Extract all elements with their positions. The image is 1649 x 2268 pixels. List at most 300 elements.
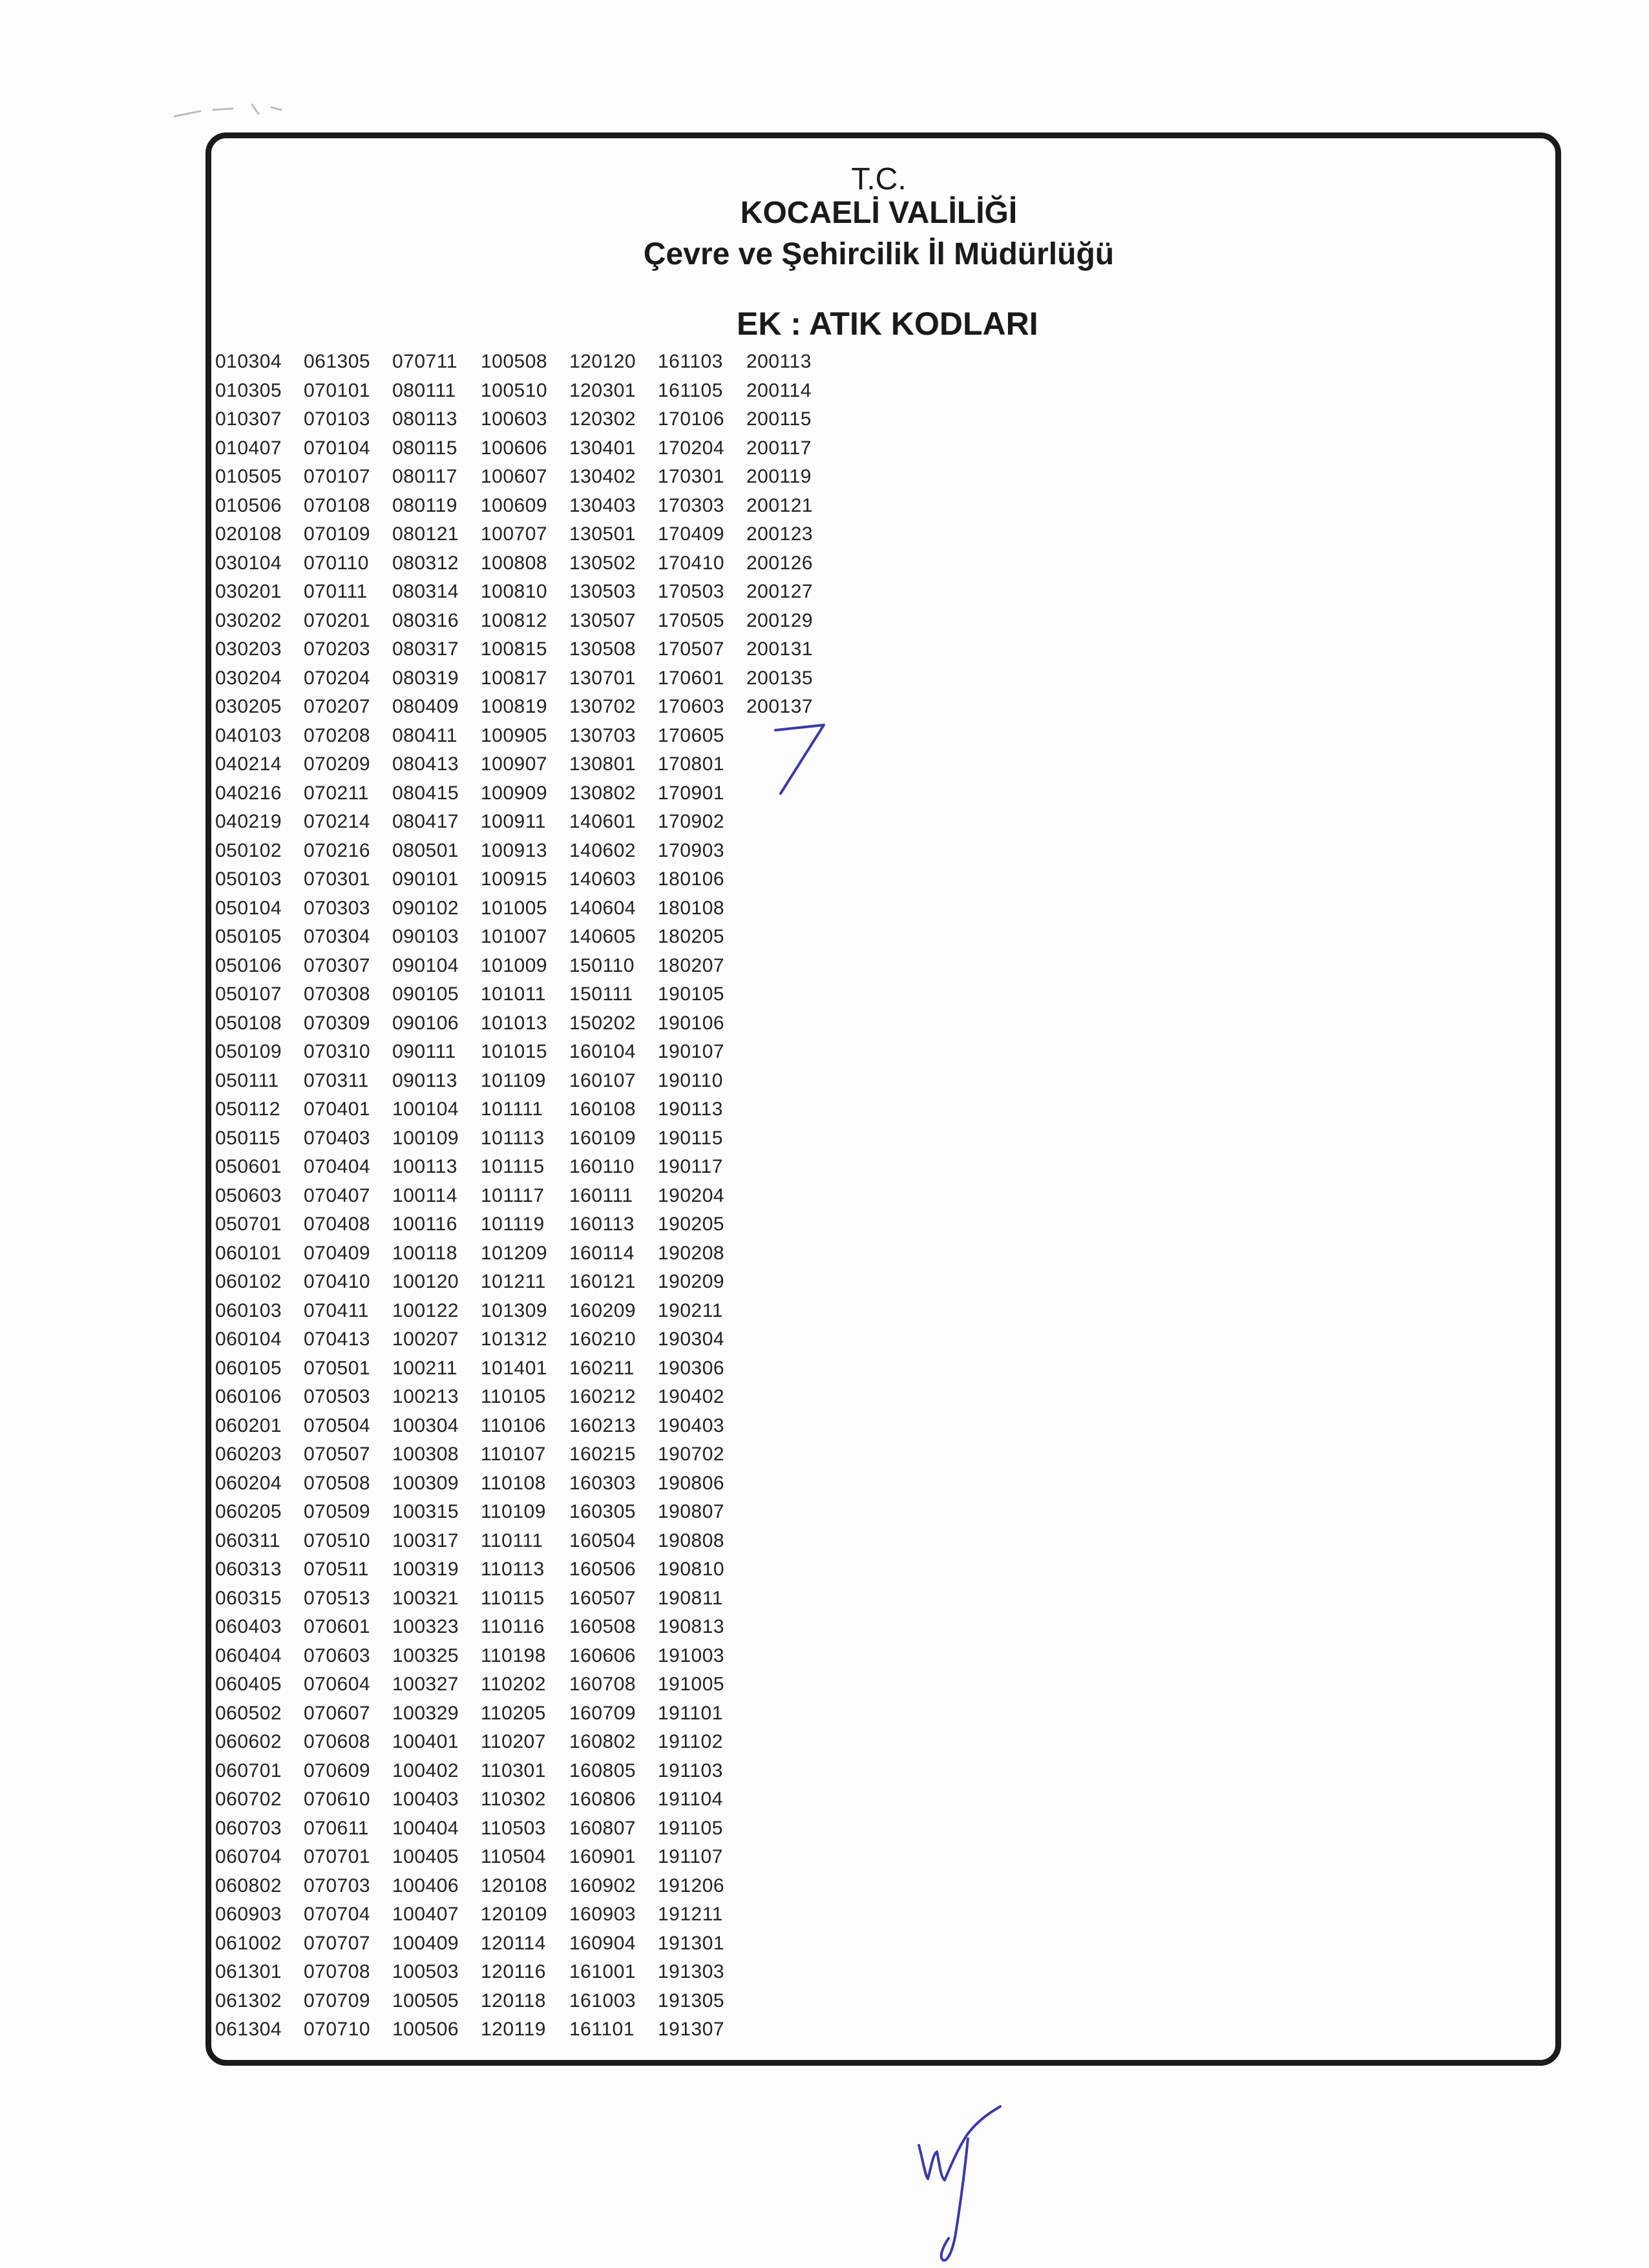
waste-code: 060203 [215, 1444, 282, 1465]
waste-code: 190211 [658, 1299, 723, 1321]
waste-code: 080319 [392, 667, 459, 689]
waste-code: 190208 [658, 1242, 725, 1264]
waste-code: 200113 [746, 351, 812, 372]
waste-code: 160209 [569, 1299, 636, 1321]
waste-code: 070214 [304, 811, 371, 832]
waste-code: 190811 [658, 1587, 723, 1609]
waste-code: 100304 [392, 1414, 459, 1436]
waste-code: 050102 [215, 839, 282, 861]
waste-code: 200117 [746, 437, 812, 459]
waste-code: 190209 [658, 1271, 725, 1292]
waste-code: 110116 [481, 1616, 545, 1637]
waste-code: 110108 [481, 1472, 546, 1494]
waste-code: 100104 [392, 1098, 459, 1120]
waste-code: 070108 [304, 494, 371, 516]
waste-code: 100915 [481, 868, 548, 890]
waste-code: 070609 [304, 1759, 371, 1781]
waste-code: 170601 [658, 667, 725, 689]
waste-code: 120302 [569, 408, 636, 430]
waste-code: 100402 [392, 1759, 459, 1781]
waste-code: 170303 [658, 494, 725, 516]
waste-code: 101109 [481, 1069, 546, 1091]
waste-code: 200135 [746, 667, 814, 689]
waste-code: 191301 [658, 1932, 725, 1954]
waste-code: 070710 [304, 2019, 371, 2040]
waste-code: 060313 [215, 1559, 282, 1580]
waste-code: 070504 [304, 1414, 371, 1436]
waste-code: 160114 [569, 1242, 635, 1264]
waste-code: 160121 [569, 1271, 636, 1292]
waste-code: 191307 [658, 2019, 725, 2040]
waste-code: 191003 [658, 1644, 725, 1666]
waste-code: 080115 [392, 437, 457, 459]
waste-code: 061302 [215, 1990, 282, 2011]
waste-code: 070711 [392, 351, 457, 372]
waste-code: 101211 [481, 1271, 546, 1292]
waste-code: 080411 [392, 724, 457, 746]
waste-code: 100907 [481, 753, 548, 775]
waste-code: 200137 [746, 696, 814, 717]
waste-code: 060102 [215, 1271, 282, 1292]
waste-code: 130508 [569, 638, 636, 660]
waste-code: 200131 [746, 638, 814, 660]
waste-code: 191103 [658, 1759, 723, 1781]
waste-code: 060311 [215, 1529, 280, 1551]
waste-code: 050108 [215, 1012, 282, 1034]
waste-code: 070611 [304, 1817, 369, 1839]
waste-code: 180108 [658, 897, 725, 919]
waste-code: 110115 [481, 1587, 545, 1609]
waste-code: 101007 [481, 926, 548, 947]
waste-code: 070703 [304, 1874, 371, 1896]
waste-code: 070204 [304, 667, 371, 689]
waste-code: 110109 [481, 1501, 546, 1522]
waste-code: 061305 [304, 351, 371, 372]
waste-code: 180205 [658, 926, 725, 947]
waste-code: 070508 [304, 1472, 371, 1494]
waste-code: 170801 [658, 753, 725, 775]
waste-code: 190808 [658, 1529, 725, 1551]
waste-code: 180106 [658, 868, 725, 890]
waste-code: 060404 [215, 1644, 282, 1666]
waste-code: 100812 [481, 609, 548, 631]
waste-code: 070501 [304, 1357, 371, 1379]
waste-code: 120116 [481, 1961, 546, 1982]
waste-code: 100909 [481, 782, 548, 804]
waste-code: 100309 [392, 1472, 459, 1494]
waste-code: 070610 [304, 1789, 371, 1810]
waste-code: 100404 [392, 1817, 459, 1839]
waste-code: 160305 [569, 1501, 636, 1522]
waste-code: 101011 [481, 983, 546, 1005]
waste-code: 070409 [304, 1242, 371, 1264]
waste-code: 070303 [304, 897, 371, 919]
waste-code: 161105 [658, 379, 723, 401]
waste-code: 140605 [569, 926, 636, 947]
waste-code: 100810 [481, 581, 548, 602]
waste-code: 160109 [569, 1127, 636, 1149]
code-column [392, 348, 481, 2044]
waste-code: 050603 [215, 1184, 282, 1206]
waste-code: 100607 [481, 466, 548, 487]
waste-code: 200115 [746, 408, 812, 430]
waste-code: 010305 [215, 379, 282, 401]
waste-code: 030201 [215, 581, 282, 602]
waste-code: 070401 [304, 1098, 371, 1120]
waste-code: 060403 [215, 1616, 282, 1637]
waste-code: 160111 [569, 1184, 633, 1206]
waste-code: 020108 [215, 523, 282, 545]
waste-code: 191211 [658, 1904, 723, 1925]
waste-code: 101117 [481, 1184, 545, 1206]
waste-code: 040219 [215, 811, 282, 832]
waste-code: 191303 [658, 1961, 725, 1982]
waste-code: 190813 [658, 1616, 725, 1637]
waste-code: 070304 [304, 926, 371, 947]
waste-code: 130403 [569, 494, 636, 516]
waste-code: 191101 [658, 1702, 723, 1724]
waste-code: 101005 [481, 897, 548, 919]
waste-code: 070607 [304, 1702, 371, 1724]
waste-code: 050107 [215, 983, 282, 1005]
waste-code: 130501 [569, 523, 636, 545]
waste-code: 100317 [392, 1529, 459, 1551]
waste-code: 060903 [215, 1904, 282, 1925]
waste-code: 130802 [569, 782, 636, 804]
waste-code: 100506 [392, 2019, 459, 2040]
waste-code: 010407 [215, 437, 282, 459]
waste-code: 090105 [392, 983, 459, 1005]
waste-code: 070604 [304, 1674, 371, 1695]
waste-code: 070407 [304, 1184, 371, 1206]
waste-code: 070216 [304, 839, 371, 861]
waste-code: 050701 [215, 1213, 282, 1235]
waste-code: 170106 [658, 408, 725, 430]
waste-code: 170204 [658, 437, 725, 459]
waste-code: 080413 [392, 753, 459, 775]
waste-code: 100308 [392, 1444, 459, 1465]
waste-code: 130703 [569, 724, 636, 746]
waste-code: 010307 [215, 408, 282, 430]
header-tc: T.C. [851, 162, 907, 196]
waste-code: 070110 [304, 552, 369, 574]
code-column [658, 348, 746, 2044]
faint-pencil-marks [162, 90, 304, 136]
waste-code: 101115 [481, 1156, 545, 1177]
waste-code: 060104 [215, 1328, 282, 1350]
waste-code: 160113 [569, 1213, 635, 1235]
waste-code: 080316 [392, 609, 459, 631]
waste-code: 100403 [392, 1789, 459, 1810]
waste-code: 170603 [658, 696, 725, 717]
waste-code: 190113 [658, 1098, 723, 1120]
waste-code: 161001 [569, 1961, 636, 1982]
waste-code: 120109 [481, 1904, 548, 1925]
waste-code: 101209 [481, 1242, 548, 1264]
waste-code: 100109 [392, 1127, 459, 1149]
waste-code: 070307 [304, 954, 371, 976]
waste-code: 120114 [481, 1932, 546, 1954]
waste-code: 100505 [392, 1990, 459, 2011]
waste-code: 070601 [304, 1616, 371, 1637]
waste-code: 070410 [304, 1271, 371, 1292]
code-column [215, 348, 304, 2044]
waste-code: 190115 [658, 1127, 723, 1149]
waste-code: 030203 [215, 638, 282, 660]
waste-code: 160506 [569, 1559, 636, 1580]
waste-code: 161003 [569, 1990, 636, 2011]
waste-code: 060502 [215, 1702, 282, 1724]
waste-code: 070408 [304, 1213, 371, 1235]
waste-code: 101401 [481, 1357, 548, 1379]
waste-code: 070201 [304, 609, 371, 631]
waste-code: 070209 [304, 753, 371, 775]
waste-code: 060701 [215, 1759, 282, 1781]
waste-code: 040103 [215, 724, 282, 746]
waste-code: 100321 [392, 1587, 459, 1609]
waste-code: 100114 [392, 1184, 457, 1206]
waste-code: 200126 [746, 552, 814, 574]
waste-code: 050109 [215, 1041, 282, 1062]
waste-code: 101312 [481, 1328, 548, 1350]
waste-code: 090104 [392, 954, 459, 976]
waste-code: 130502 [569, 552, 636, 574]
waste-code: 060702 [215, 1789, 282, 1810]
waste-code: 070510 [304, 1529, 371, 1551]
waste-code: 010505 [215, 466, 282, 487]
waste-code: 160902 [569, 1874, 636, 1896]
code-column [304, 348, 392, 2044]
waste-code: 070701 [304, 1846, 371, 1867]
waste-code: 110111 [481, 1529, 543, 1551]
waste-code: 061304 [215, 2019, 282, 2040]
waste-code: 190110 [658, 1069, 723, 1091]
waste-code: 110504 [481, 1846, 546, 1867]
waste-code: 190304 [658, 1328, 725, 1350]
section-title: EK : ATIK KODLARI [737, 306, 1038, 342]
waste-code: 191206 [658, 1874, 725, 1896]
waste-code: 160303 [569, 1472, 636, 1494]
waste-code: 200119 [746, 466, 812, 487]
waste-code: 190105 [658, 983, 725, 1005]
waste-code-table [215, 348, 835, 2044]
waste-code: 170409 [658, 523, 725, 545]
waste-code: 100707 [481, 523, 548, 545]
waste-code: 090101 [392, 868, 459, 890]
waste-code: 100122 [392, 1299, 459, 1321]
waste-code: 130401 [569, 437, 636, 459]
waste-code: 190702 [658, 1444, 725, 1465]
waste-code: 160802 [569, 1731, 636, 1752]
waste-code: 100213 [392, 1386, 459, 1407]
waste-code: 101013 [481, 1012, 548, 1034]
waste-code: 100603 [481, 408, 548, 430]
waste-code: 100325 [392, 1644, 459, 1666]
waste-code: 110503 [481, 1817, 546, 1839]
waste-code: 110207 [481, 1731, 546, 1752]
waste-code: 050601 [215, 1156, 282, 1177]
waste-code: 080314 [392, 581, 459, 602]
waste-code: 070109 [304, 523, 371, 545]
waste-code: 070403 [304, 1127, 371, 1149]
waste-code: 050112 [215, 1098, 280, 1120]
header-governorship: KOCAELİ VALİLİĞİ [740, 196, 1018, 230]
waste-code: 100327 [392, 1674, 459, 1695]
waste-code: 100401 [392, 1731, 459, 1752]
waste-code: 190806 [658, 1472, 725, 1494]
waste-code: 100405 [392, 1846, 459, 1867]
waste-code: 160508 [569, 1616, 636, 1637]
waste-code: 030104 [215, 552, 282, 574]
waste-code: 160104 [569, 1041, 636, 1062]
waste-code: 070608 [304, 1731, 371, 1752]
waste-code: 010506 [215, 494, 282, 516]
waste-code: 130701 [569, 667, 636, 689]
waste-code: 160210 [569, 1328, 636, 1350]
waste-code: 070309 [304, 1012, 371, 1034]
waste-code: 040214 [215, 753, 282, 775]
waste-code: 101309 [481, 1299, 548, 1321]
waste-code: 070603 [304, 1644, 371, 1666]
waste-code: 070310 [304, 1041, 371, 1062]
waste-code: 040216 [215, 782, 282, 804]
waste-code: 080119 [392, 494, 457, 516]
waste-code: 070104 [304, 437, 371, 459]
waste-code: 160504 [569, 1529, 636, 1551]
waste-code: 070103 [304, 408, 371, 430]
waste-code: 101015 [481, 1041, 548, 1062]
waste-code: 060106 [215, 1386, 282, 1407]
waste-code: 080501 [392, 839, 459, 861]
waste-code: 200127 [746, 581, 814, 602]
waste-code: 110113 [481, 1559, 545, 1580]
waste-code: 191305 [658, 1990, 725, 2011]
waste-code: 070507 [304, 1444, 371, 1465]
waste-code: 200121 [746, 494, 814, 516]
waste-code: 010304 [215, 351, 282, 372]
waste-code: 070311 [304, 1069, 369, 1091]
waste-code: 070308 [304, 983, 371, 1005]
waste-code: 100118 [392, 1242, 457, 1264]
waste-code: 100815 [481, 638, 548, 660]
waste-code: 100905 [481, 724, 548, 746]
waste-code: 170507 [658, 638, 725, 660]
waste-code: 180207 [658, 954, 725, 976]
waste-code: 160212 [569, 1386, 636, 1407]
waste-code: 160903 [569, 1904, 636, 1925]
handwritten-check-mark [762, 711, 853, 801]
waste-code: 100609 [481, 494, 548, 516]
waste-code: 080317 [392, 638, 459, 660]
waste-code: 100819 [481, 696, 548, 717]
waste-code: 101119 [481, 1213, 545, 1235]
waste-code: 100606 [481, 437, 548, 459]
waste-code: 050103 [215, 868, 282, 890]
waste-code: 060315 [215, 1587, 282, 1609]
waste-code: 160213 [569, 1414, 636, 1436]
waste-code: 070413 [304, 1328, 371, 1350]
waste-code: 050111 [215, 1069, 279, 1091]
waste-code: 200123 [746, 523, 814, 545]
waste-code: 190204 [658, 1184, 725, 1206]
waste-code: 090106 [392, 1012, 459, 1034]
waste-code: 090102 [392, 897, 459, 919]
waste-code: 160211 [569, 1357, 635, 1379]
waste-code: 160108 [569, 1098, 636, 1120]
waste-code: 090113 [392, 1069, 457, 1091]
waste-code: 050104 [215, 897, 282, 919]
waste-code: 070203 [304, 638, 371, 660]
waste-code: 060405 [215, 1674, 282, 1695]
waste-code: 110105 [481, 1386, 546, 1407]
waste-code: 100508 [481, 351, 548, 372]
waste-code: 160708 [569, 1674, 636, 1695]
waste-code: 090103 [392, 926, 459, 947]
waste-code: 140604 [569, 897, 636, 919]
waste-code: 160110 [569, 1156, 635, 1177]
waste-code: 060802 [215, 1874, 282, 1896]
waste-code: 050115 [215, 1127, 280, 1149]
waste-code: 100116 [392, 1213, 457, 1235]
waste-code: 110198 [481, 1644, 546, 1666]
waste-code: 061002 [215, 1932, 282, 1954]
waste-code: 200114 [746, 379, 812, 401]
waste-code: 191104 [658, 1789, 723, 1810]
waste-code: 160806 [569, 1789, 636, 1810]
waste-code: 120118 [481, 1990, 546, 2011]
waste-code: 100911 [481, 811, 546, 832]
waste-code: 140602 [569, 839, 636, 861]
waste-code: 100207 [392, 1328, 459, 1350]
waste-code: 120301 [569, 379, 636, 401]
waste-code: 060703 [215, 1817, 282, 1839]
waste-code: 190106 [658, 1012, 725, 1034]
waste-code: 060205 [215, 1501, 282, 1522]
code-column [569, 348, 658, 2044]
waste-code: 101113 [481, 1127, 545, 1149]
waste-code: 170505 [658, 609, 725, 631]
waste-code: 060704 [215, 1846, 282, 1867]
waste-code: 060105 [215, 1357, 282, 1379]
waste-code: 100817 [481, 667, 548, 689]
waste-code: 060204 [215, 1472, 282, 1494]
waste-code: 080113 [392, 408, 457, 430]
waste-code: 130402 [569, 466, 636, 487]
waste-code: 190810 [658, 1559, 725, 1580]
waste-code: 100409 [392, 1932, 459, 1954]
waste-code: 130801 [569, 753, 636, 775]
waste-code: 110202 [481, 1674, 546, 1695]
waste-code: 080409 [392, 696, 459, 717]
waste-code: 070511 [304, 1559, 369, 1580]
waste-code: 080121 [392, 523, 459, 545]
waste-code: 130507 [569, 609, 636, 631]
waste-code: 160215 [569, 1444, 636, 1465]
waste-code: 190402 [658, 1386, 725, 1407]
code-column [481, 348, 569, 2044]
waste-code: 110106 [481, 1414, 546, 1436]
waste-code: 100315 [392, 1501, 459, 1522]
waste-code: 070707 [304, 1932, 371, 1954]
waste-code: 100913 [481, 839, 548, 861]
waste-code: 130503 [569, 581, 636, 602]
waste-code: 100406 [392, 1874, 459, 1896]
waste-code: 110301 [481, 1759, 546, 1781]
waste-code: 160107 [569, 1069, 636, 1091]
waste-code: 170503 [658, 581, 725, 602]
waste-code: 191105 [658, 1817, 723, 1839]
waste-code: 070404 [304, 1156, 371, 1177]
